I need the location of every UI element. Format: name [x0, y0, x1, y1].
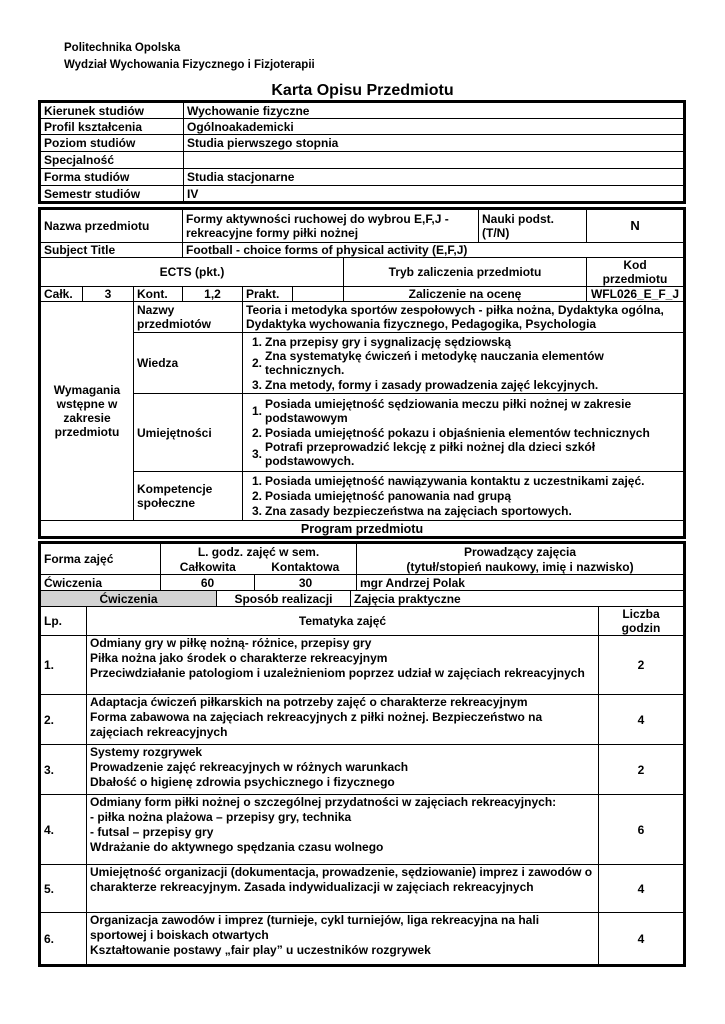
realization-method-label: Sposób realizacji [217, 591, 351, 607]
social-competences-label: Kompetencje społeczne [134, 472, 243, 521]
ects-practical-value [293, 287, 344, 302]
course-name-label: Nazwa przedmiotu [41, 210, 183, 243]
skills-list [246, 397, 680, 468]
study-info-row [41, 152, 684, 169]
skills-item-number: 2. [251, 425, 262, 440]
topic-line: Piłka nożna jako środek o charakterze rekreacyjnym [90, 651, 388, 665]
study-info-value: Studia pierwszego stopnia [184, 135, 684, 152]
topic-description [87, 695, 599, 745]
study-info-label: Semestr studiów [41, 186, 184, 202]
knowledge-item-text: Zna metody, formy i zasady prowadzenia zajęć lekcyjnych. [265, 377, 599, 392]
topic-line: - piłka nożna plażowa – przepisy gry, technika [90, 810, 352, 824]
form-header: Forma zajęć [41, 544, 161, 575]
topic-line: Prowadzenie zajęć rekreacyjnych w różnych warunkach [90, 760, 409, 774]
topic-line: Odmiany form piłki nożnej o szczególnej przydatności w zajęciach rekreacyjnych: [90, 795, 557, 809]
mode-header: Tryb zaliczenia przedmiotu [344, 258, 587, 287]
skills-item-text: Posiada umiejętność pokazu i objaśnienia elementów technicznych [265, 425, 650, 440]
topic-line: Dbałość o higienę zdrowia psychicznego i fizycznego [90, 775, 395, 789]
program-section [38, 541, 686, 967]
topic-line: Forma zabawowa na zajęciach rekreacyjnych z piłki nożnej. Bezpieczeństwo na zajęciach rekreacyjnych [90, 710, 543, 739]
program-heading: Program przedmiotu [41, 521, 684, 537]
knowledge-list-cell [243, 333, 684, 394]
ects-total-label: Całk. [41, 287, 83, 302]
knowledge-label: Wiedza [134, 333, 243, 394]
ects-contact-value: 1,2 [183, 287, 243, 302]
topic-lp: 3. [41, 745, 87, 795]
topic-hours: 4 [599, 695, 684, 745]
study-info-value: Wychowanie fizyczne [184, 103, 684, 119]
skills-item-number: 3. [251, 447, 262, 461]
topic-hours: 4 [599, 913, 684, 965]
study-info-value [184, 152, 684, 169]
ects-total-value: 3 [83, 287, 134, 302]
social-competence-item [246, 504, 680, 519]
skills-item-text: Posiada umiejętność sędziowania meczu piłki nożnej w zakresie podstawowym [265, 397, 632, 425]
social-competence-item [246, 489, 680, 504]
topic-line: - futsal – przepisy gry [90, 825, 214, 839]
topic-hours: 4 [599, 865, 684, 913]
requirements-label: Wymagania wstępne w zakresie przedmiotu [41, 302, 134, 521]
course-section [38, 207, 686, 539]
study-info-row [41, 169, 684, 186]
topic-row [41, 865, 684, 913]
realization-form: Ćwiczenia [41, 591, 217, 607]
hours-contact-value: 30 [255, 575, 357, 591]
topic-line: Przeciwdziałanie patologiom i uzależnieniom poprzez udział w zajęciach rekreacyjnych [90, 666, 585, 680]
university-name: Politechnika Opolska [64, 42, 181, 54]
course-name-value: Formy aktywności ruchowej do wybrou E,F,J - rekreacyjne formy piłki nożnej [183, 210, 479, 243]
study-info-label: Profil kształcenia [41, 119, 184, 135]
topic-line: Adaptacja ćwiczeń piłkarskich na potrzeby zajęć o charakterze rekreacyjnym [90, 695, 528, 709]
study-info-label: Kierunek studiów [41, 103, 184, 119]
study-info-label: Specjalność [41, 152, 184, 169]
knowledge-item-number: 2. [251, 356, 262, 370]
topic-lp: 4. [41, 795, 87, 865]
knowledge-list [246, 334, 680, 392]
topic-description [87, 865, 599, 913]
study-info-value: IV [184, 186, 684, 202]
topic-lp: 1. [41, 636, 87, 695]
teacher-value: mgr Andrzej Polak [357, 575, 684, 591]
subject-title-value: Football - choice forms of physical activity (E,F,J) [183, 243, 684, 258]
hours-count-header: Liczba godzin [599, 607, 684, 636]
code-value: WFL026_E_F_J [587, 287, 684, 302]
topic-description [87, 795, 599, 865]
prior-courses-label: Nazwy przedmiotów [134, 302, 243, 333]
ects-practical-label: Prakt. [243, 287, 293, 302]
topic-line: Umiejętność organizacji (dokumentacja, prowadzenie, sędziowanie) imprez i zawodów o charakterze rekreacyjnym. Zasada indywidualizacji w zajęciach rekreacyjnych [90, 865, 593, 894]
study-info-label: Poziom studiów [41, 135, 184, 152]
skills-list-cell [243, 394, 684, 472]
study-info-row [41, 119, 684, 135]
hours-contact-header: Kontaktowa [255, 560, 357, 575]
social-competences-list-cell [243, 472, 684, 521]
study-info-section [38, 100, 686, 204]
study-info-label: Forma studiów [41, 169, 184, 186]
topic-hours: 2 [599, 745, 684, 795]
knowledge-item [246, 349, 680, 377]
social-competences-list [246, 474, 680, 519]
topic-lp: 2. [41, 695, 87, 745]
teacher-header: Prowadzący zajęcia [357, 544, 684, 560]
skills-label: Umiejętności [134, 394, 243, 472]
lp-header: Lp. [41, 607, 87, 636]
form-value: Ćwiczenia [41, 575, 161, 591]
topic-row [41, 636, 684, 695]
topic-description [87, 745, 599, 795]
social-competence-item-text: Posiada umiejętność panowania nad grupą [265, 489, 512, 503]
knowledge-item-text: Zna przepisy gry i sygnalizację sędziowską [265, 334, 512, 349]
knowledge-item [246, 377, 680, 392]
skills-item [246, 425, 680, 440]
topic-row [41, 695, 684, 745]
topic-line: Odmiany gry w piłkę nożną- różnice, przepisy gry [90, 636, 372, 650]
knowledge-item [246, 334, 680, 349]
skills-item [246, 440, 680, 468]
document-title: Karta Opisu Przedmiotu [271, 82, 454, 99]
code-header: Kod przedmiotu [587, 258, 684, 287]
skills-item [246, 397, 680, 425]
topics-header: Tematyka zajęć [87, 607, 599, 636]
knowledge-item-number: 1. [251, 334, 262, 349]
mode-value: Zaliczenie na ocenę [344, 287, 587, 302]
hours-total-value: 60 [161, 575, 255, 591]
social-competence-item-text: Zna zasady bezpieczeństwa na zajęciach sportowych. [265, 504, 572, 518]
prior-courses-value: Teoria i metodyka sportów zespołowych - piłka nożna, Dydaktyka ogólna, Dydaktyka wychowania fizycznego, Pedagogika, Psychologia [243, 302, 684, 333]
topic-line: Systemy rozgrywek [90, 745, 203, 759]
topic-description [87, 913, 599, 965]
social-competence-item-number: 2. [251, 489, 262, 503]
knowledge-item-text: Zna systematykę ćwiczeń i metodykę nauczania elementów technicznych. [265, 349, 604, 377]
basic-sciences-label: Nauki podst. (T/N) [479, 210, 587, 243]
social-competence-item-number: 3. [251, 504, 262, 518]
topic-description [87, 636, 599, 695]
study-info-value: Ogólnoakademicki [184, 119, 684, 135]
subject-title-label: Subject Title [41, 243, 183, 258]
topic-line: Wdrażanie do aktywnego spędzania czasu wolnego [90, 840, 384, 854]
social-competence-item-number: 1. [251, 474, 262, 488]
study-info-row [41, 103, 684, 119]
topic-row [41, 795, 684, 865]
skills-item-number: 1. [251, 404, 262, 418]
hours-total-header: Całkowita [161, 560, 255, 575]
topic-line: Organizacja zawodów i imprez (turnieje, cykl turniejów, liga rekreacyjna na hali sportowej i boiskach otwartych [90, 913, 540, 942]
basic-sciences-value: N [587, 210, 684, 243]
topic-lp: 6. [41, 913, 87, 965]
teacher-subheader: (tytuł/stopień naukowy, imię i nazwisko) [357, 560, 684, 575]
topic-hours: 2 [599, 636, 684, 695]
faculty-name: Wydział Wychowania Fizycznego i Fizjoterapii [64, 59, 315, 71]
topic-row [41, 913, 684, 965]
skills-item-text: Potrafi przeprowadzić lekcję z piłki nożnej dla dzieci szkół podstawowych. [265, 440, 596, 468]
study-info-row [41, 135, 684, 152]
ects-header: ECTS (pkt.) [41, 258, 344, 287]
study-info-value: Studia stacjonarne [184, 169, 684, 186]
knowledge-item-number: 3. [251, 377, 262, 392]
realization-method-value: Zajęcia praktyczne [351, 591, 684, 607]
hours-header: L. godz. zajęć w sem. [161, 544, 357, 560]
ects-contact-label: Kont. [134, 287, 183, 302]
social-competence-item [246, 474, 680, 489]
topic-hours: 6 [599, 795, 684, 865]
topic-line: Kształtowanie postawy „fair play” u uczestników rozgrywek [90, 943, 431, 957]
study-info-row [41, 186, 684, 202]
social-competence-item-text: Posiada umiejętność nawiązywania kontaktu z uczestnikami zajęć. [265, 474, 645, 488]
topic-lp: 5. [41, 865, 87, 913]
topic-row [41, 745, 684, 795]
